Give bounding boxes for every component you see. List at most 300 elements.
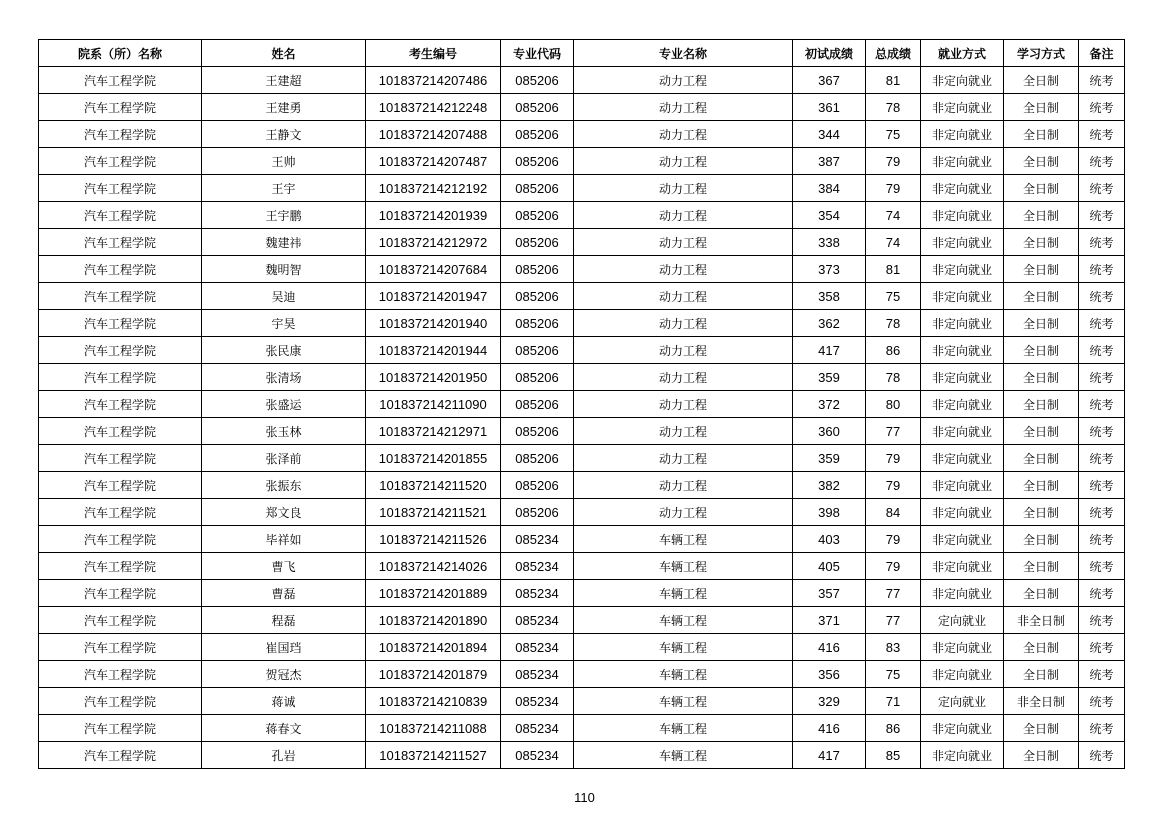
cell-major-name: 动力工程 bbox=[574, 337, 793, 364]
cell-initial-score: 398 bbox=[793, 499, 866, 526]
cell-total-score: 77 bbox=[866, 580, 921, 607]
cell-initial-score: 356 bbox=[793, 661, 866, 688]
cell-candidate-id: 101837214201855 bbox=[366, 445, 501, 472]
cell-department: 汽车工程学院 bbox=[39, 418, 202, 445]
col-header-remarks: 备注 bbox=[1079, 40, 1125, 67]
table-row bbox=[39, 364, 1125, 391]
cell-remarks: 统考 bbox=[1079, 67, 1125, 94]
col-header-total-score: 总成绩 bbox=[866, 40, 921, 67]
cell-total-score: 78 bbox=[866, 94, 921, 121]
cell-name: 张清场 bbox=[202, 364, 366, 391]
cell-candidate-id: 101837214210839 bbox=[366, 688, 501, 715]
cell-total-score: 81 bbox=[866, 256, 921, 283]
cell-study-mode: 全日制 bbox=[1004, 175, 1079, 202]
table-row bbox=[39, 121, 1125, 148]
cell-department: 汽车工程学院 bbox=[39, 364, 202, 391]
cell-study-mode: 全日制 bbox=[1004, 661, 1079, 688]
cell-total-score: 79 bbox=[866, 148, 921, 175]
cell-candidate-id: 101837214201947 bbox=[366, 283, 501, 310]
table-row bbox=[39, 94, 1125, 121]
cell-candidate-id: 101837214201944 bbox=[366, 337, 501, 364]
cell-study-mode: 全日制 bbox=[1004, 310, 1079, 337]
cell-major-name: 动力工程 bbox=[574, 310, 793, 337]
cell-total-score: 77 bbox=[866, 418, 921, 445]
cell-major-name: 动力工程 bbox=[574, 499, 793, 526]
cell-remarks: 统考 bbox=[1079, 688, 1125, 715]
cell-initial-score: 417 bbox=[793, 742, 866, 769]
cell-employment-type: 非定向就业 bbox=[921, 580, 1004, 607]
cell-remarks: 统考 bbox=[1079, 418, 1125, 445]
cell-department: 汽车工程学院 bbox=[39, 742, 202, 769]
cell-name: 王建超 bbox=[202, 67, 366, 94]
cell-major-name: 车辆工程 bbox=[574, 688, 793, 715]
cell-remarks: 统考 bbox=[1079, 202, 1125, 229]
cell-candidate-id: 101837214214026 bbox=[366, 553, 501, 580]
cell-initial-score: 329 bbox=[793, 688, 866, 715]
cell-employment-type: 非定向就业 bbox=[921, 67, 1004, 94]
cell-major-code: 085206 bbox=[501, 67, 574, 94]
cell-name: 毕祥如 bbox=[202, 526, 366, 553]
cell-department: 汽车工程学院 bbox=[39, 148, 202, 175]
cell-major-code: 085234 bbox=[501, 661, 574, 688]
col-header-initial-score: 初试成绩 bbox=[793, 40, 866, 67]
cell-major-code: 085206 bbox=[501, 364, 574, 391]
cell-remarks: 统考 bbox=[1079, 526, 1125, 553]
cell-employment-type: 非定向就业 bbox=[921, 715, 1004, 742]
cell-major-name: 车辆工程 bbox=[574, 607, 793, 634]
cell-study-mode: 全日制 bbox=[1004, 67, 1079, 94]
cell-employment-type: 非定向就业 bbox=[921, 526, 1004, 553]
cell-remarks: 统考 bbox=[1079, 283, 1125, 310]
cell-department: 汽车工程学院 bbox=[39, 283, 202, 310]
col-header-study-mode: 学习方式 bbox=[1004, 40, 1079, 67]
cell-study-mode: 全日制 bbox=[1004, 391, 1079, 418]
cell-candidate-id: 101837214201950 bbox=[366, 364, 501, 391]
cell-department: 汽车工程学院 bbox=[39, 229, 202, 256]
cell-total-score: 85 bbox=[866, 742, 921, 769]
cell-candidate-id: 101837214201879 bbox=[366, 661, 501, 688]
cell-major-code: 085206 bbox=[501, 229, 574, 256]
cell-major-code: 085206 bbox=[501, 256, 574, 283]
col-header-department: 院系（所）名称 bbox=[39, 40, 202, 67]
cell-initial-score: 403 bbox=[793, 526, 866, 553]
cell-major-name: 动力工程 bbox=[574, 391, 793, 418]
cell-remarks: 统考 bbox=[1079, 256, 1125, 283]
table-row bbox=[39, 634, 1125, 661]
cell-candidate-id: 101837214212192 bbox=[366, 175, 501, 202]
cell-remarks: 统考 bbox=[1079, 472, 1125, 499]
cell-total-score: 75 bbox=[866, 661, 921, 688]
table-row bbox=[39, 67, 1125, 94]
cell-study-mode: 全日制 bbox=[1004, 742, 1079, 769]
cell-major-name: 动力工程 bbox=[574, 148, 793, 175]
cell-study-mode: 非全日制 bbox=[1004, 607, 1079, 634]
col-header-name: 姓名 bbox=[202, 40, 366, 67]
cell-study-mode: 全日制 bbox=[1004, 121, 1079, 148]
cell-name: 吴迪 bbox=[202, 283, 366, 310]
cell-study-mode: 全日制 bbox=[1004, 580, 1079, 607]
cell-total-score: 75 bbox=[866, 283, 921, 310]
cell-department: 汽车工程学院 bbox=[39, 337, 202, 364]
cell-total-score: 74 bbox=[866, 229, 921, 256]
cell-remarks: 统考 bbox=[1079, 499, 1125, 526]
cell-candidate-id: 101837214212972 bbox=[366, 229, 501, 256]
col-header-candidate-id: 考生编号 bbox=[366, 40, 501, 67]
cell-major-code: 085234 bbox=[501, 634, 574, 661]
cell-name: 贺冠杰 bbox=[202, 661, 366, 688]
cell-name: 孔岩 bbox=[202, 742, 366, 769]
cell-name: 曹磊 bbox=[202, 580, 366, 607]
cell-major-code: 085206 bbox=[501, 283, 574, 310]
cell-major-code: 085234 bbox=[501, 688, 574, 715]
cell-department: 汽车工程学院 bbox=[39, 661, 202, 688]
cell-major-name: 动力工程 bbox=[574, 229, 793, 256]
cell-initial-score: 361 bbox=[793, 94, 866, 121]
table-row bbox=[39, 310, 1125, 337]
cell-major-name: 车辆工程 bbox=[574, 580, 793, 607]
cell-employment-type: 非定向就业 bbox=[921, 202, 1004, 229]
cell-name: 张民康 bbox=[202, 337, 366, 364]
cell-study-mode: 全日制 bbox=[1004, 94, 1079, 121]
cell-remarks: 统考 bbox=[1079, 94, 1125, 121]
cell-remarks: 统考 bbox=[1079, 364, 1125, 391]
cell-total-score: 75 bbox=[866, 121, 921, 148]
cell-total-score: 81 bbox=[866, 67, 921, 94]
cell-department: 汽车工程学院 bbox=[39, 391, 202, 418]
cell-initial-score: 405 bbox=[793, 553, 866, 580]
cell-major-code: 085234 bbox=[501, 553, 574, 580]
header-row bbox=[39, 40, 1125, 67]
cell-remarks: 统考 bbox=[1079, 580, 1125, 607]
cell-department: 汽车工程学院 bbox=[39, 202, 202, 229]
cell-candidate-id: 101837214211521 bbox=[366, 499, 501, 526]
cell-department: 汽车工程学院 bbox=[39, 256, 202, 283]
cell-total-score: 77 bbox=[866, 607, 921, 634]
cell-total-score: 84 bbox=[866, 499, 921, 526]
cell-department: 汽车工程学院 bbox=[39, 445, 202, 472]
cell-major-name: 动力工程 bbox=[574, 418, 793, 445]
cell-department: 汽车工程学院 bbox=[39, 94, 202, 121]
cell-major-code: 085206 bbox=[501, 418, 574, 445]
cell-study-mode: 全日制 bbox=[1004, 256, 1079, 283]
cell-major-code: 085206 bbox=[501, 391, 574, 418]
cell-major-name: 动力工程 bbox=[574, 256, 793, 283]
page-number: 110 bbox=[574, 790, 595, 805]
cell-name: 王建勇 bbox=[202, 94, 366, 121]
cell-candidate-id: 101837214211090 bbox=[366, 391, 501, 418]
cell-employment-type: 非定向就业 bbox=[921, 661, 1004, 688]
cell-total-score: 78 bbox=[866, 310, 921, 337]
cell-remarks: 统考 bbox=[1079, 553, 1125, 580]
table-row bbox=[39, 607, 1125, 634]
cell-employment-type: 非定向就业 bbox=[921, 121, 1004, 148]
cell-total-score: 79 bbox=[866, 553, 921, 580]
cell-major-code: 085206 bbox=[501, 202, 574, 229]
cell-employment-type: 非定向就业 bbox=[921, 364, 1004, 391]
cell-remarks: 统考 bbox=[1079, 715, 1125, 742]
cell-major-code: 085206 bbox=[501, 310, 574, 337]
cell-candidate-id: 101837214211527 bbox=[366, 742, 501, 769]
cell-employment-type: 非定向就业 bbox=[921, 634, 1004, 661]
cell-major-name: 车辆工程 bbox=[574, 742, 793, 769]
cell-candidate-id: 101837214201940 bbox=[366, 310, 501, 337]
cell-name: 程磊 bbox=[202, 607, 366, 634]
cell-employment-type: 非定向就业 bbox=[921, 391, 1004, 418]
cell-employment-type: 非定向就业 bbox=[921, 148, 1004, 175]
cell-initial-score: 344 bbox=[793, 121, 866, 148]
cell-study-mode: 全日制 bbox=[1004, 202, 1079, 229]
cell-study-mode: 全日制 bbox=[1004, 364, 1079, 391]
cell-initial-score: 387 bbox=[793, 148, 866, 175]
cell-department: 汽车工程学院 bbox=[39, 634, 202, 661]
table-row bbox=[39, 715, 1125, 742]
cell-major-name: 动力工程 bbox=[574, 202, 793, 229]
cell-major-name: 动力工程 bbox=[574, 445, 793, 472]
cell-initial-score: 360 bbox=[793, 418, 866, 445]
cell-total-score: 79 bbox=[866, 526, 921, 553]
table-row bbox=[39, 283, 1125, 310]
cell-study-mode: 全日制 bbox=[1004, 634, 1079, 661]
table-row bbox=[39, 445, 1125, 472]
cell-name: 王帅 bbox=[202, 148, 366, 175]
cell-employment-type: 非定向就业 bbox=[921, 337, 1004, 364]
cell-employment-type: 非定向就业 bbox=[921, 310, 1004, 337]
cell-major-code: 085234 bbox=[501, 715, 574, 742]
col-header-major-name: 专业名称 bbox=[574, 40, 793, 67]
cell-employment-type: 非定向就业 bbox=[921, 742, 1004, 769]
cell-major-name: 动力工程 bbox=[574, 364, 793, 391]
table-row bbox=[39, 418, 1125, 445]
cell-name: 张盛运 bbox=[202, 391, 366, 418]
table-row bbox=[39, 580, 1125, 607]
cell-employment-type: 非定向就业 bbox=[921, 175, 1004, 202]
cell-initial-score: 416 bbox=[793, 715, 866, 742]
cell-major-code: 085206 bbox=[501, 94, 574, 121]
cell-initial-score: 359 bbox=[793, 364, 866, 391]
col-header-major-code: 专业代码 bbox=[501, 40, 574, 67]
cell-candidate-id: 101837214212971 bbox=[366, 418, 501, 445]
cell-department: 汽车工程学院 bbox=[39, 499, 202, 526]
cell-initial-score: 338 bbox=[793, 229, 866, 256]
cell-initial-score: 367 bbox=[793, 67, 866, 94]
cell-candidate-id: 101837214207684 bbox=[366, 256, 501, 283]
cell-major-name: 车辆工程 bbox=[574, 526, 793, 553]
cell-candidate-id: 101837214201890 bbox=[366, 607, 501, 634]
cell-study-mode: 全日制 bbox=[1004, 148, 1079, 175]
cell-remarks: 统考 bbox=[1079, 661, 1125, 688]
cell-candidate-id: 101837214201894 bbox=[366, 634, 501, 661]
cell-total-score: 78 bbox=[866, 364, 921, 391]
cell-name: 张泽前 bbox=[202, 445, 366, 472]
cell-department: 汽车工程学院 bbox=[39, 67, 202, 94]
cell-department: 汽车工程学院 bbox=[39, 580, 202, 607]
cell-study-mode: 全日制 bbox=[1004, 283, 1079, 310]
cell-total-score: 86 bbox=[866, 337, 921, 364]
table-row bbox=[39, 499, 1125, 526]
table-row bbox=[39, 256, 1125, 283]
cell-employment-type: 定向就业 bbox=[921, 688, 1004, 715]
cell-total-score: 79 bbox=[866, 472, 921, 499]
cell-initial-score: 359 bbox=[793, 445, 866, 472]
cell-study-mode: 全日制 bbox=[1004, 499, 1079, 526]
cell-name: 张玉林 bbox=[202, 418, 366, 445]
cell-employment-type: 非定向就业 bbox=[921, 472, 1004, 499]
cell-major-name: 动力工程 bbox=[574, 283, 793, 310]
cell-remarks: 统考 bbox=[1079, 634, 1125, 661]
table-row bbox=[39, 472, 1125, 499]
cell-major-name: 动力工程 bbox=[574, 175, 793, 202]
table-row bbox=[39, 526, 1125, 553]
cell-name: 宇昊 bbox=[202, 310, 366, 337]
cell-remarks: 统考 bbox=[1079, 229, 1125, 256]
cell-candidate-id: 101837214212248 bbox=[366, 94, 501, 121]
cell-initial-score: 354 bbox=[793, 202, 866, 229]
cell-total-score: 83 bbox=[866, 634, 921, 661]
cell-major-code: 085234 bbox=[501, 580, 574, 607]
cell-name: 崔国珰 bbox=[202, 634, 366, 661]
cell-total-score: 80 bbox=[866, 391, 921, 418]
cell-major-code: 085234 bbox=[501, 742, 574, 769]
table-row bbox=[39, 688, 1125, 715]
cell-major-name: 动力工程 bbox=[574, 94, 793, 121]
cell-employment-type: 非定向就业 bbox=[921, 553, 1004, 580]
cell-employment-type: 非定向就业 bbox=[921, 94, 1004, 121]
admission-list-table bbox=[38, 39, 1125, 769]
cell-department: 汽车工程学院 bbox=[39, 310, 202, 337]
cell-candidate-id: 101837214211526 bbox=[366, 526, 501, 553]
cell-initial-score: 417 bbox=[793, 337, 866, 364]
cell-total-score: 71 bbox=[866, 688, 921, 715]
table-row bbox=[39, 229, 1125, 256]
cell-major-code: 085234 bbox=[501, 607, 574, 634]
cell-major-code: 085234 bbox=[501, 526, 574, 553]
cell-total-score: 79 bbox=[866, 175, 921, 202]
cell-department: 汽车工程学院 bbox=[39, 715, 202, 742]
cell-name: 王静文 bbox=[202, 121, 366, 148]
cell-initial-score: 358 bbox=[793, 283, 866, 310]
cell-remarks: 统考 bbox=[1079, 121, 1125, 148]
cell-major-name: 车辆工程 bbox=[574, 715, 793, 742]
cell-initial-score: 416 bbox=[793, 634, 866, 661]
cell-candidate-id: 101837214211520 bbox=[366, 472, 501, 499]
cell-employment-type: 非定向就业 bbox=[921, 445, 1004, 472]
cell-major-name: 车辆工程 bbox=[574, 661, 793, 688]
cell-study-mode: 全日制 bbox=[1004, 526, 1079, 553]
col-header-employment-type: 就业方式 bbox=[921, 40, 1004, 67]
cell-candidate-id: 101837214207486 bbox=[366, 67, 501, 94]
cell-major-code: 085206 bbox=[501, 472, 574, 499]
table-row bbox=[39, 337, 1125, 364]
cell-major-name: 动力工程 bbox=[574, 67, 793, 94]
cell-major-name: 车辆工程 bbox=[574, 634, 793, 661]
cell-remarks: 统考 bbox=[1079, 445, 1125, 472]
cell-employment-type: 非定向就业 bbox=[921, 499, 1004, 526]
cell-major-code: 085206 bbox=[501, 499, 574, 526]
cell-employment-type: 定向就业 bbox=[921, 607, 1004, 634]
table-row bbox=[39, 175, 1125, 202]
cell-remarks: 统考 bbox=[1079, 310, 1125, 337]
cell-study-mode: 非全日制 bbox=[1004, 688, 1079, 715]
cell-major-code: 085206 bbox=[501, 148, 574, 175]
cell-department: 汽车工程学院 bbox=[39, 175, 202, 202]
cell-study-mode: 全日制 bbox=[1004, 715, 1079, 742]
cell-employment-type: 非定向就业 bbox=[921, 418, 1004, 445]
cell-study-mode: 全日制 bbox=[1004, 229, 1079, 256]
cell-department: 汽车工程学院 bbox=[39, 553, 202, 580]
cell-major-code: 085206 bbox=[501, 445, 574, 472]
table-row bbox=[39, 148, 1125, 175]
table-row bbox=[39, 742, 1125, 769]
cell-name: 郑文良 bbox=[202, 499, 366, 526]
cell-name: 魏明智 bbox=[202, 256, 366, 283]
cell-name: 蒋诚 bbox=[202, 688, 366, 715]
cell-major-code: 085206 bbox=[501, 121, 574, 148]
cell-initial-score: 362 bbox=[793, 310, 866, 337]
table-body bbox=[39, 67, 1125, 769]
cell-candidate-id: 101837214207487 bbox=[366, 148, 501, 175]
cell-candidate-id: 101837214211088 bbox=[366, 715, 501, 742]
cell-candidate-id: 101837214201939 bbox=[366, 202, 501, 229]
cell-major-name: 车辆工程 bbox=[574, 553, 793, 580]
cell-major-code: 085206 bbox=[501, 175, 574, 202]
cell-department: 汽车工程学院 bbox=[39, 526, 202, 553]
cell-initial-score: 357 bbox=[793, 580, 866, 607]
cell-candidate-id: 101837214207488 bbox=[366, 121, 501, 148]
cell-candidate-id: 101837214201889 bbox=[366, 580, 501, 607]
cell-study-mode: 全日制 bbox=[1004, 445, 1079, 472]
cell-total-score: 74 bbox=[866, 202, 921, 229]
cell-initial-score: 382 bbox=[793, 472, 866, 499]
cell-employment-type: 非定向就业 bbox=[921, 283, 1004, 310]
cell-remarks: 统考 bbox=[1079, 148, 1125, 175]
table-row bbox=[39, 391, 1125, 418]
cell-major-code: 085206 bbox=[501, 337, 574, 364]
cell-remarks: 统考 bbox=[1079, 607, 1125, 634]
cell-major-name: 动力工程 bbox=[574, 121, 793, 148]
table-row bbox=[39, 202, 1125, 229]
cell-employment-type: 非定向就业 bbox=[921, 256, 1004, 283]
cell-name: 王宇 bbox=[202, 175, 366, 202]
cell-name: 蒋春文 bbox=[202, 715, 366, 742]
cell-department: 汽车工程学院 bbox=[39, 472, 202, 499]
cell-remarks: 统考 bbox=[1079, 337, 1125, 364]
cell-total-score: 79 bbox=[866, 445, 921, 472]
cell-name: 魏建祎 bbox=[202, 229, 366, 256]
cell-employment-type: 非定向就业 bbox=[921, 229, 1004, 256]
cell-department: 汽车工程学院 bbox=[39, 688, 202, 715]
cell-major-name: 动力工程 bbox=[574, 472, 793, 499]
table-row bbox=[39, 661, 1125, 688]
cell-study-mode: 全日制 bbox=[1004, 418, 1079, 445]
cell-name: 曹飞 bbox=[202, 553, 366, 580]
cell-name: 王宇鹏 bbox=[202, 202, 366, 229]
cell-study-mode: 全日制 bbox=[1004, 553, 1079, 580]
cell-remarks: 统考 bbox=[1079, 391, 1125, 418]
cell-remarks: 统考 bbox=[1079, 742, 1125, 769]
table-row bbox=[39, 553, 1125, 580]
cell-total-score: 86 bbox=[866, 715, 921, 742]
cell-study-mode: 全日制 bbox=[1004, 472, 1079, 499]
cell-name: 张振东 bbox=[202, 472, 366, 499]
cell-study-mode: 全日制 bbox=[1004, 337, 1079, 364]
cell-remarks: 统考 bbox=[1079, 175, 1125, 202]
cell-department: 汽车工程学院 bbox=[39, 121, 202, 148]
cell-initial-score: 371 bbox=[793, 607, 866, 634]
cell-department: 汽车工程学院 bbox=[39, 607, 202, 634]
cell-initial-score: 373 bbox=[793, 256, 866, 283]
cell-initial-score: 372 bbox=[793, 391, 866, 418]
cell-initial-score: 384 bbox=[793, 175, 866, 202]
